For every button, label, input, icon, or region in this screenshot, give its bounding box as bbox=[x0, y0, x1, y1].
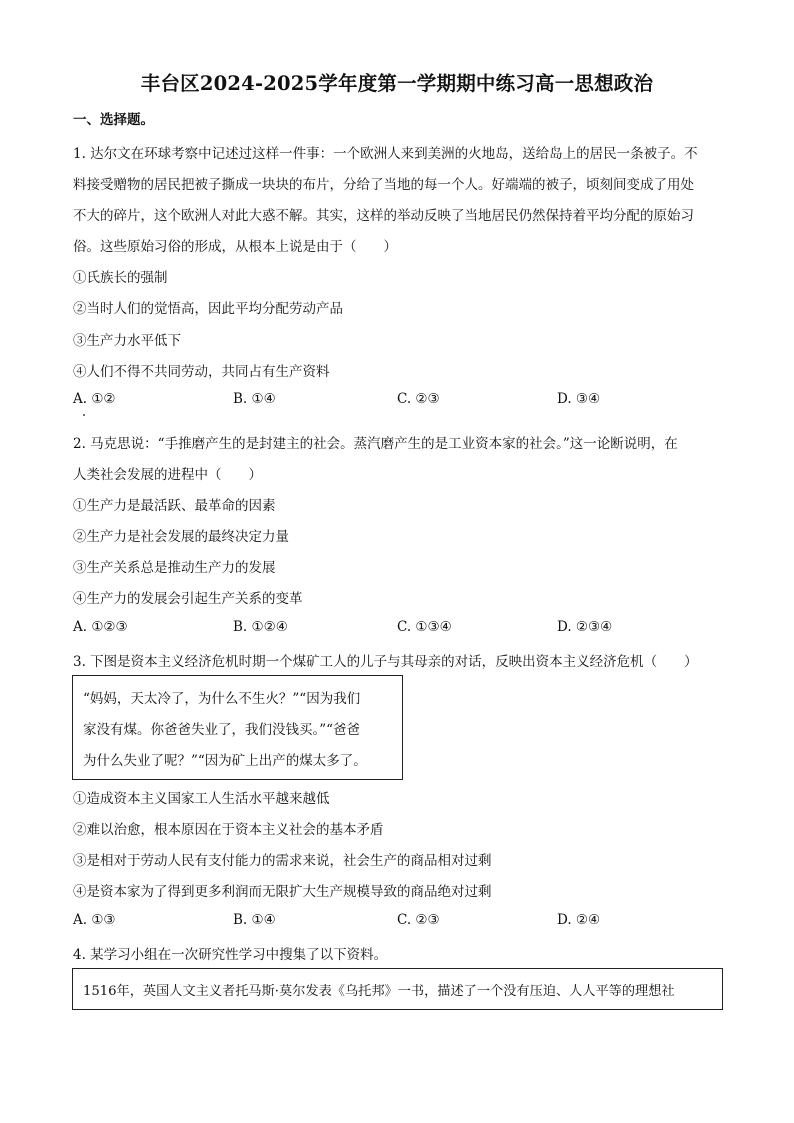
q1-item: ③生产力水平低下 bbox=[73, 333, 181, 349]
q4-material-box bbox=[72, 968, 723, 1010]
q3-dialogue-line: 为什么失业了呢？”“因为矿上出产的煤太多了。 bbox=[83, 753, 367, 769]
q3-option-d[interactable]: D. ②④ bbox=[557, 912, 601, 928]
q2-option-c[interactable]: C. ①③④ bbox=[397, 619, 452, 635]
q1-item: ①氏族长的强制 bbox=[73, 270, 168, 286]
q3-dialogue-box bbox=[72, 675, 403, 780]
q1-item: ②当时人们的觉悟高，因此平均分配劳动产品 bbox=[73, 301, 343, 317]
q2-stem-line: 2. 马克思说：“手推磨产生的是封建主的社会。蒸汽磨产生的是工业资本家的社会。”这一论断说明，在 bbox=[73, 436, 678, 452]
q1-stem-line: 俗。这些原始习俗的形成，从根本上说是由于（ ） bbox=[73, 239, 397, 255]
stray-dot bbox=[83, 414, 85, 416]
q3-dialogue-line: “妈妈，天太冷了，为什么不生火？”“因为我们 bbox=[83, 691, 361, 707]
q2-option-a[interactable]: A. ①②③ bbox=[73, 619, 128, 635]
page-title: 丰台区2024-2025学年度第一学期期中练习高一思想政治 bbox=[140, 72, 654, 95]
q1-stem-line: 料接受赠物的居民把被子撕成一块块的布片，分给了当地的每一个人。好端端的被子，顷刻间变成了用处 bbox=[73, 177, 694, 193]
q3-option-b[interactable]: B. ①④ bbox=[233, 912, 276, 928]
q2-stem-line: 人类社会发展的进程中（ ） bbox=[73, 467, 262, 483]
q2-item: ②生产力是社会发展的最终决定力量 bbox=[73, 529, 289, 545]
q1-option-d[interactable]: D. ③④ bbox=[557, 391, 601, 407]
q2-item: ④生产力的发展会引起生产关系的变革 bbox=[73, 591, 303, 607]
q3-stem-line: 3. 下图是资本主义经济危机时期一个煤矿工人的儿子与其母亲的对话，反映出资本主义经济危机（ ） bbox=[73, 654, 698, 670]
q3-dialogue-line: 家没有煤。你爸爸失业了，我们没钱买。”“爸爸 bbox=[83, 722, 361, 738]
q1-option-b[interactable]: B. ①④ bbox=[233, 391, 276, 407]
q2-option-d[interactable]: D. ②③④ bbox=[557, 619, 613, 635]
q1-option-c[interactable]: C. ②③ bbox=[397, 391, 440, 407]
q2-item: ③生产关系总是推动生产力的发展 bbox=[73, 560, 276, 576]
q2-item: ①生产力是最活跃、最革命的因素 bbox=[73, 498, 276, 514]
q1-stem-line: 不大的碎片，这个欧洲人对此大惑不解。其实，这样的举动反映了当地居民仍然保持着平均分配的原始习 bbox=[73, 208, 694, 224]
q1-item: ④人们不得不共同劳动，共同占有生产资料 bbox=[73, 364, 330, 380]
q4-material-line: 1516年，英国人文主义者托马斯·莫尔发表《乌托邦》一书，描述了一个没有压迫、人人平等的理想社 bbox=[83, 984, 675, 999]
q3-item: ②难以治愈，根本原因在于资本主义社会的基本矛盾 bbox=[73, 822, 384, 838]
q4-stem-line: 4. 某学习小组在一次研究性学习中搜集了以下资料。 bbox=[73, 947, 388, 963]
q3-item: ①造成资本主义国家工人生活水平越来越低 bbox=[73, 791, 330, 807]
q3-item: ③是相对于劳动人民有支付能力的需求来说，社会生产的商品相对过剩 bbox=[73, 853, 492, 869]
q3-option-a[interactable]: A. ①③ bbox=[73, 912, 116, 928]
q1-option-a[interactable]: A. ①② bbox=[73, 391, 116, 407]
q1-stem-line: 1. 达尔文在环球考察中记述过这样一件事：一个欧洲人来到美洲的火地岛，送给岛上的居民一条被子。不 bbox=[73, 146, 698, 162]
q2-option-b[interactable]: B. ①②④ bbox=[233, 619, 288, 635]
q3-item: ④是资本家为了得到更多利润而无限扩大生产规模导致的商品绝对过剩 bbox=[73, 884, 492, 900]
section-heading: 一、选择题。 bbox=[73, 112, 154, 128]
q3-option-c[interactable]: C. ②③ bbox=[397, 912, 440, 928]
